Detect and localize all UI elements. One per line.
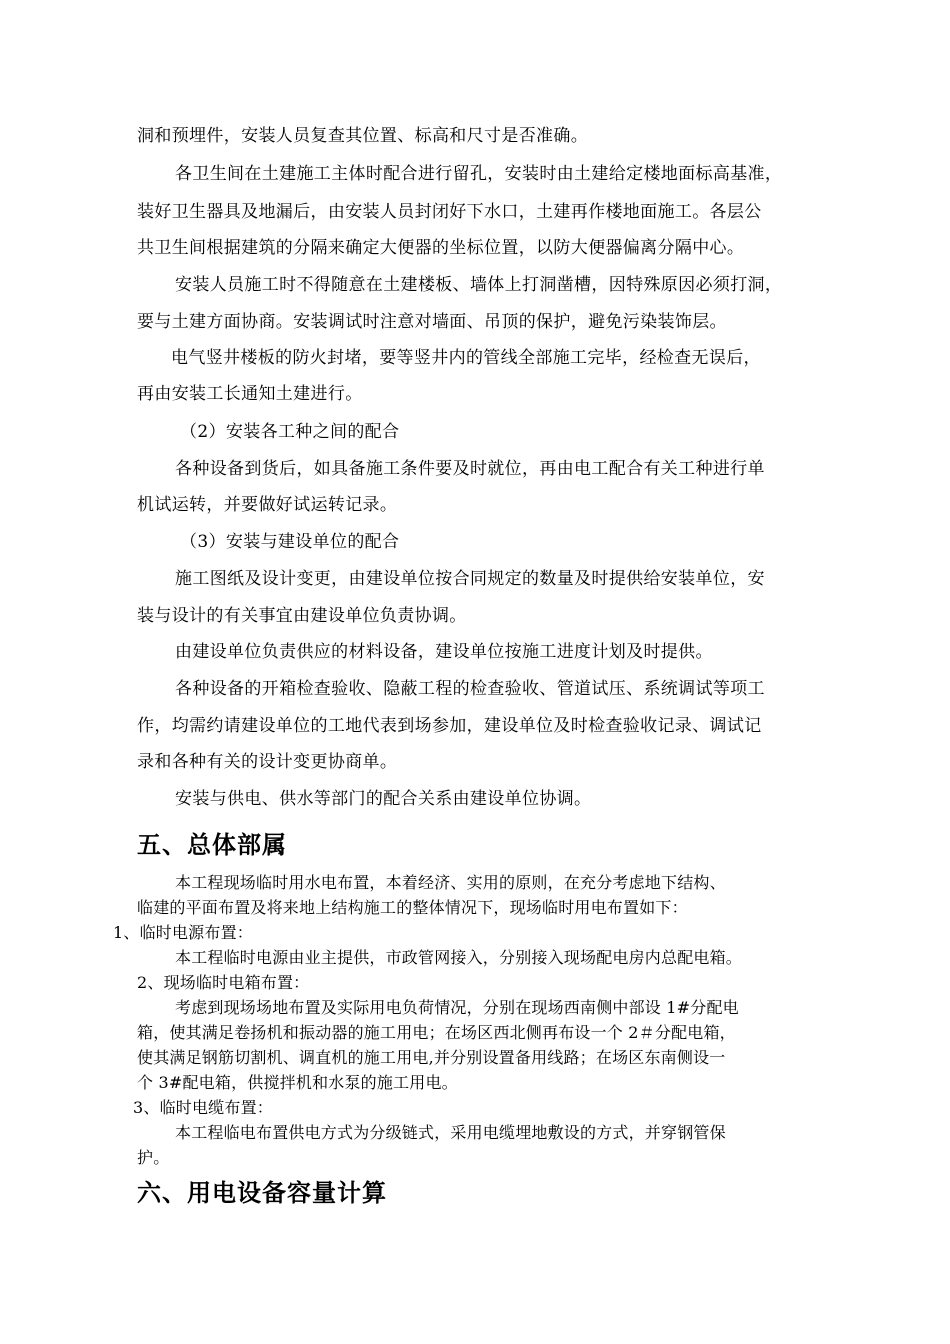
paragraph-line: 本工程临时电源由业主提供，市政管网接入，分别接入现场配电房内总配电箱。 <box>175 948 743 967</box>
paragraph-line: 录和各种有关的设计变更协商单。 <box>137 752 398 772</box>
paragraph-line: 洞和预埋件，安装人员复查其位置、标高和尺寸是否准确。 <box>137 126 589 146</box>
paragraph-line: 机试运转，并要做好试运转记录。 <box>137 495 398 515</box>
paragraph-line: 各种设备的开箱检查验收、隐蔽工程的检查验收、管道试压、系统调试等项工 <box>175 679 765 699</box>
paragraph-line: 再由安装工长通知土建进行。 <box>137 384 363 404</box>
paragraph-line: 安装与供电、供水等部门的配合关系由建设单位协调。 <box>175 789 592 809</box>
paragraph-line: 各卫生间在土建施工主体时配合进行留孔，安装时由土建给定楼地面标高基准， <box>175 164 783 184</box>
paragraph-line: 本工程临电布置供电方式为分级链式，采用电缆埋地敷设的方式，并穿钢管保 <box>175 1123 726 1142</box>
paragraph-line: 临建的平面布置及将来地上结构施工的整体情况下，现场临时用电布置如下： <box>137 898 688 917</box>
paragraph-line: 施工图纸及设计变更，由建设单位按合同规定的数量及时提供给安装单位，安 <box>175 569 765 589</box>
paragraph-line: 安装人员施工时不得随意在土建楼板、墙体上打洞凿槽，因特殊原因必须打洞， <box>175 275 783 295</box>
paragraph-line: 由建设单位负责供应的材料设备，建设单位按施工进度计划及时提供。 <box>175 642 713 662</box>
section-heading: 五、总体部属 <box>137 831 287 859</box>
paragraph-line: 装与设计的有关事宜由建设单位负责协调。 <box>137 606 467 626</box>
list-item: 1、临时电源布置： <box>113 923 253 942</box>
paragraph-line: 要与土建方面协商。安装调试时注意对墙面、吊顶的保护，避免污染装饰层。 <box>137 312 727 332</box>
paragraph-line: 考虑到现场场地布置及实际用电负荷情况，分别在现场西南侧中部设 1#分配电 <box>175 998 739 1017</box>
list-item: 2、现场临时电箱布置： <box>137 973 310 992</box>
paragraph-line: 作，均需约请建设单位的工地代表到场参加，建设单位及时检查验收记录、调试记 <box>137 716 762 736</box>
paragraph-line: 箱，使其满足卷扬机和振动器的施工用电；在场区西北侧再布设一个 2＃分配电箱， <box>137 1023 736 1042</box>
paragraph-line: 本工程现场临时用水电布置，本着经济、实用的原则，在充分考虑地下结构、 <box>175 873 726 892</box>
paragraph-line: 个 3#配电箱，供搅拌机和水泵的施工用电。 <box>137 1073 458 1092</box>
subsection-heading: （3）安装与建设单位的配合 <box>180 532 400 552</box>
paragraph-line: 护。 <box>137 1148 170 1167</box>
paragraph-line: 电气竖井楼板的防火封堵，要等竖井内的管线全部施工完毕，经检查无误后， <box>171 348 761 368</box>
paragraph-line: 使其满足钢筋切割机、调直机的施工用电,并分别设置备用线路；在场区东南侧设一 <box>137 1048 726 1067</box>
paragraph-line: 装好卫生器具及地漏后，由安装人员封闭好下水口，土建再作楼地面施工。各层公 <box>137 202 762 222</box>
paragraph-line: 共卫生间根据建筑的分隔来确定大便器的坐标位置，以防大便器偏离分隔中心。 <box>137 238 745 258</box>
list-item: 3、临时电缆布置： <box>133 1098 273 1117</box>
section-heading: 六、用电设备容量计算 <box>137 1179 387 1207</box>
paragraph-line: 各种设备到货后，如具备施工条件要及时就位，再由电工配合有关工种进行单 <box>175 459 765 479</box>
subsection-heading: （2）安装各工种之间的配合 <box>180 422 400 442</box>
